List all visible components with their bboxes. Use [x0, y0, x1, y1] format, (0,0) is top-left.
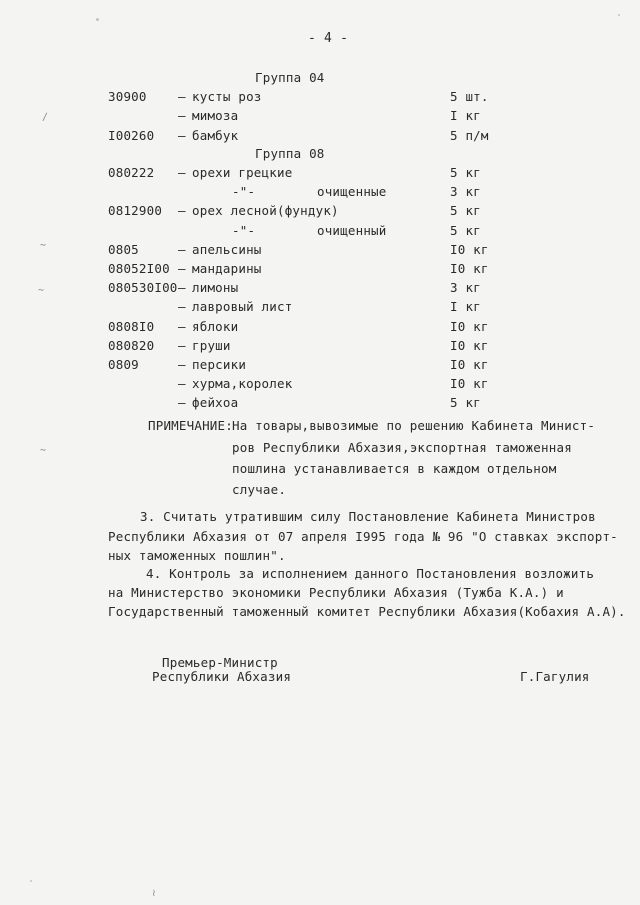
signature-title-line-2: Республики Абхазия [152, 669, 292, 684]
scan-speck [30, 880, 32, 882]
item-quantity: I кг [450, 108, 481, 124]
item-dash: – [178, 395, 186, 411]
item-quantity: I0 кг [450, 376, 489, 392]
item-code: 080820 [108, 337, 155, 353]
item-dash: – [178, 337, 186, 353]
item-dash: – [178, 165, 186, 180]
item-quantity: 5 шт. [450, 89, 489, 104]
item-name: бамбук [192, 127, 239, 143]
item-quantity: 3 кг [450, 184, 481, 200]
item-name: хурма,королек [192, 376, 293, 392]
item-name: яблоки [192, 318, 239, 334]
item-quantity: 3 кг [450, 280, 481, 296]
item-quantity: I0 кг [450, 357, 489, 372]
scan-speck [96, 18, 99, 21]
item-dash: – [178, 357, 186, 372]
item-dash: – [178, 127, 186, 143]
item-dash: – [178, 299, 186, 315]
item-name: -"- очищенный [232, 222, 387, 238]
item-code: 080530I00 [108, 280, 178, 296]
scan-mark: ∕ [42, 112, 49, 123]
item-name: апельсины [192, 241, 262, 257]
item-dash: – [178, 376, 186, 392]
item-dash: – [178, 280, 186, 296]
clause-3-line-3: ных таможенных пошлин". [108, 548, 286, 563]
note-line-1: На товары,вывозимые по решению Кабинета Минист- [232, 418, 596, 433]
item-name: орехи грецкие [192, 165, 293, 180]
item-quantity: 5 кг [450, 222, 481, 238]
scan-mark: ∼ [40, 445, 47, 456]
item-name: лимоны [192, 280, 239, 296]
page-number: - 4 - [308, 31, 349, 46]
item-code: 0812900 [108, 203, 163, 219]
item-dash: – [178, 318, 186, 334]
group-04-heading: Группа 04 [255, 70, 325, 85]
item-code: I00260 [108, 127, 155, 143]
signature-name: Г.Гагулия [520, 669, 590, 684]
item-name: -"- очищенные [232, 184, 387, 200]
item-name: мимоза [192, 108, 239, 124]
clause-4-line-3: Государственный таможенный комитет Республики Абхазия(Кобахия А.А). [108, 604, 626, 619]
item-quantity: 5 кг [450, 165, 481, 180]
clause-4-line-2: на Министерство экономики Республики Абхазия (Тужба К.А.) и [108, 585, 564, 600]
item-name: груши [192, 337, 231, 353]
item-dash: – [178, 261, 186, 276]
signature-title-line-1: Премьер-Министр [162, 655, 278, 670]
item-code: 0808I0 [108, 318, 155, 334]
item-dash: – [178, 241, 186, 257]
item-quantity: I0 кг [450, 318, 489, 334]
item-quantity: I0 кг [450, 261, 489, 276]
item-quantity: I0 кг [450, 241, 489, 257]
item-code: 30900 [108, 89, 147, 104]
item-quantity: 5 кг [450, 395, 481, 411]
item-dash: – [178, 89, 186, 104]
clause-4-line-1: 4. Контроль за исполнением данного Постановления возложить [146, 566, 595, 581]
item-quantity: I0 кг [450, 337, 489, 353]
clause-3-line-1: 3. Считать утратившим силу Постановление Кабинета Министров [140, 509, 596, 524]
item-quantity: I кг [450, 299, 481, 315]
item-quantity: 5 кг [450, 203, 481, 219]
item-code: 0809 [108, 357, 139, 372]
item-name: персики [192, 357, 247, 372]
item-name: кусты роз [192, 89, 262, 104]
scan-mark: ∼ [40, 240, 47, 251]
item-name: лавровый лист [192, 299, 293, 315]
item-code: 080222 [108, 165, 155, 180]
scan-speck [618, 14, 620, 16]
item-quantity: 5 п/м [450, 127, 489, 143]
note-label: ПРИМЕЧАНИЕ: [148, 418, 233, 433]
item-code: 08052I00 [108, 261, 170, 276]
note-line-3: пошлина устанавливается в каждом отдельном [232, 461, 557, 476]
item-name: орех лесной(фундук) [192, 203, 339, 219]
note-line-4: случае. [232, 482, 287, 497]
item-code: 0805 [108, 241, 139, 257]
note-line-2: ров Республики Абхазия,экспортная таможенная [232, 440, 572, 455]
scan-mark: ∼ [38, 285, 45, 296]
item-dash: – [178, 108, 186, 124]
item-name: мандарины [192, 261, 262, 276]
clause-3-line-2: Республики Абхазия от 07 апреля I995 года № 96 "О ставках экспорт- [108, 529, 618, 544]
item-name: фейхоа [192, 395, 239, 411]
group-08-heading: Группа 08 [255, 146, 325, 161]
scan-mark: ≀ [152, 888, 156, 899]
item-dash: – [178, 203, 186, 219]
